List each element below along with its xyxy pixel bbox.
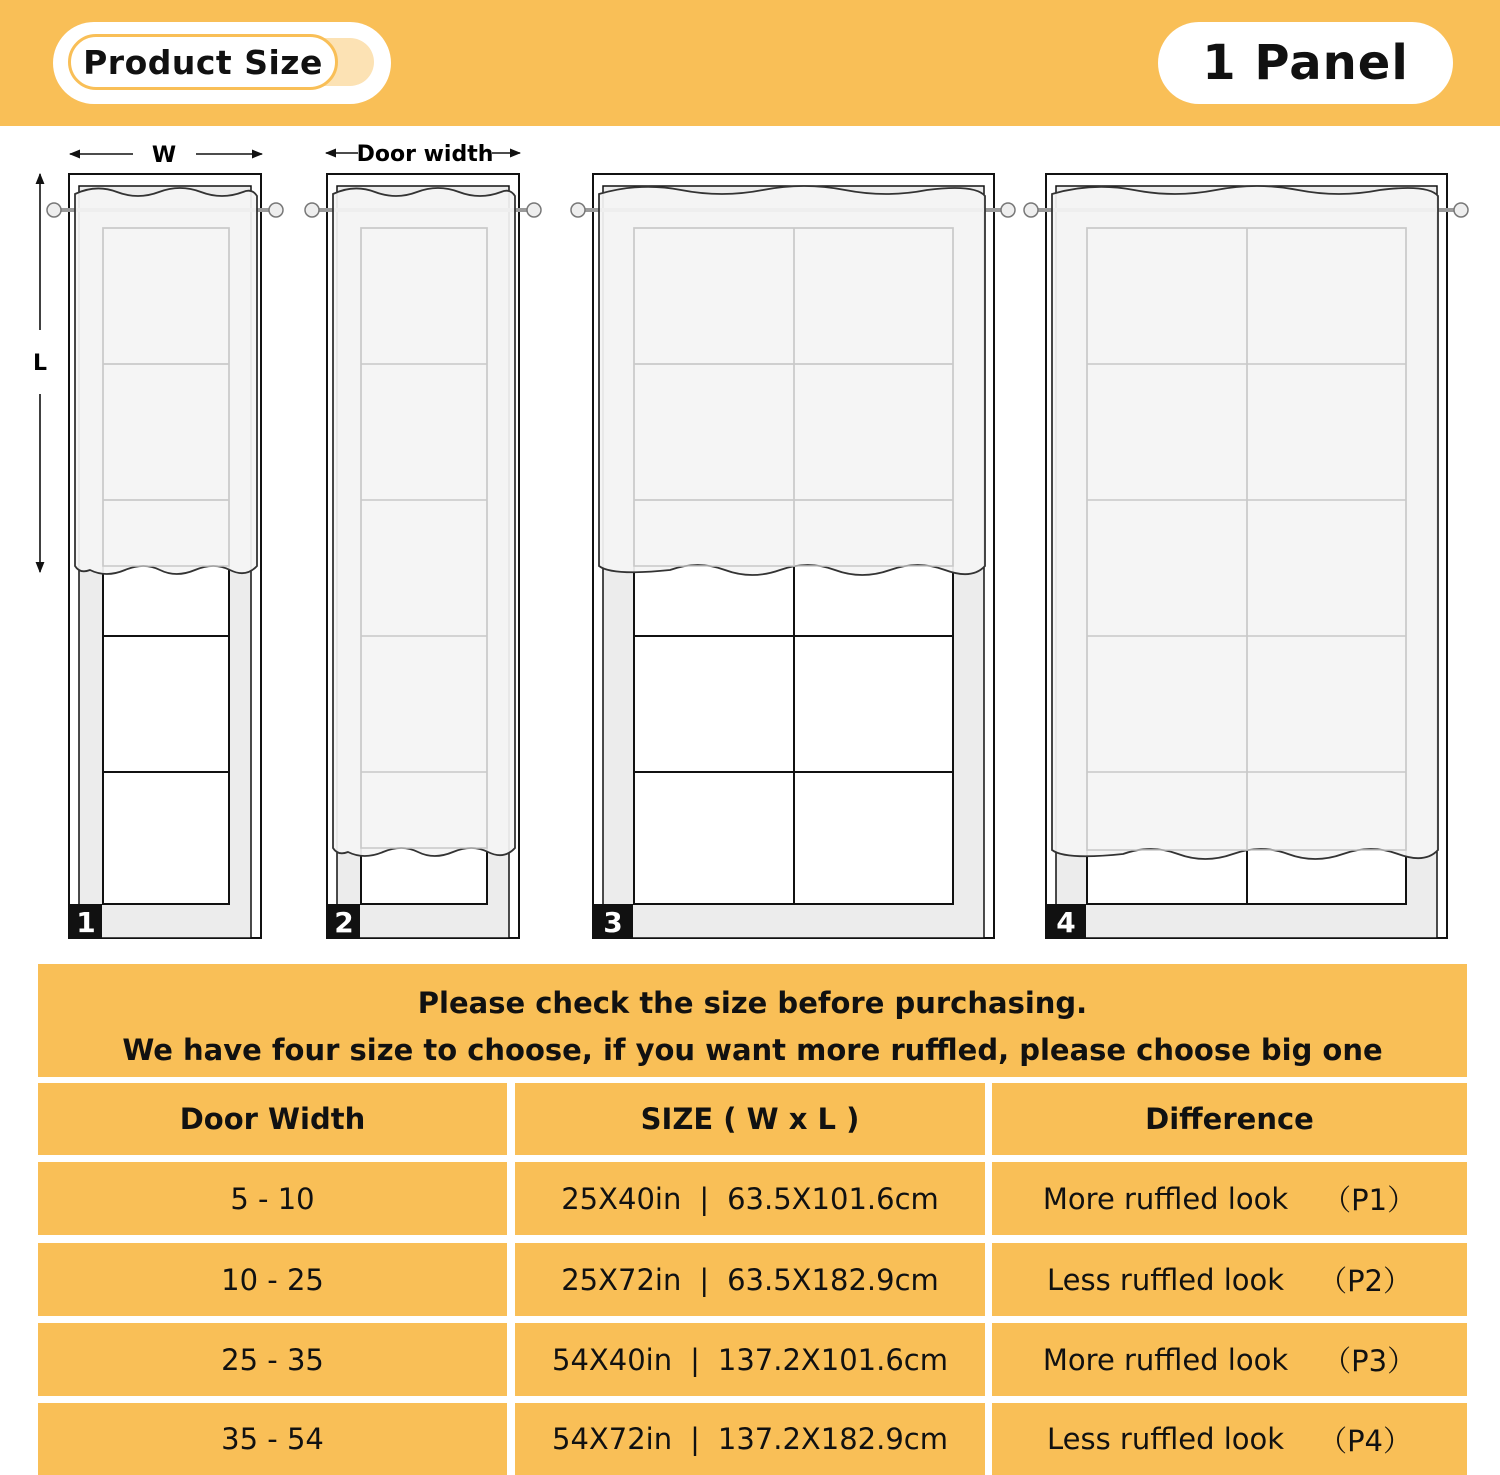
row-1-size-cm: 63.5X101.6cm: [727, 1181, 939, 1216]
header-difference: Difference: [992, 1083, 1467, 1155]
length-label: L: [32, 351, 48, 376]
product-size-label: Product Size: [68, 34, 338, 90]
notice-line-2: We have four size to choose, if you want more ruffled, please choose big one: [122, 1033, 1383, 1067]
row-2-door-width: 10 - 25: [38, 1243, 507, 1316]
size-notice: [38, 964, 1467, 1077]
notice-line-1: Please check the size before purchasing.: [417, 986, 1088, 1020]
row-1-size: [515, 1162, 985, 1235]
width-dimension: [70, 143, 262, 168]
curtain-size-diagram: [0, 126, 1500, 956]
row-1-difference: [992, 1162, 1467, 1235]
row-4-door-width: 35 - 54: [38, 1403, 507, 1475]
row-3-size: [515, 1323, 985, 1396]
row-3-difference: [992, 1323, 1467, 1396]
panel-4-number: 4: [1056, 906, 1076, 939]
row-4-difference: [992, 1403, 1467, 1475]
row-3-code: （P3）: [1322, 1344, 1417, 1378]
row-2-size-cm: 63.5X182.9cm: [727, 1262, 939, 1297]
row-1-door-width: 5 - 10: [38, 1162, 507, 1235]
width-label: W: [151, 143, 177, 168]
row-4-size-cm: 137.2X182.9cm: [717, 1422, 948, 1456]
row-2-code: （P2）: [1318, 1264, 1413, 1298]
row-1-size-in: 25X40in: [561, 1181, 682, 1216]
row-2-separator: |: [699, 1262, 710, 1297]
row-1-separator: |: [699, 1181, 710, 1216]
row-3-separator: |: [690, 1342, 700, 1377]
row-3-difference-text: More ruffled look: [1042, 1342, 1289, 1377]
door-width-label: Door width: [356, 142, 494, 167]
row-4-size-in: 54X72in: [552, 1422, 673, 1456]
panel-2-number: 2: [334, 906, 354, 939]
row-3-door-width: 25 - 35: [38, 1323, 507, 1396]
length-dimension: [33, 174, 47, 572]
header-size: SIZE ( W x L ): [515, 1083, 985, 1155]
panel-3-number: 3: [603, 906, 623, 939]
row-1-difference-text: More ruffled look: [1042, 1181, 1289, 1216]
panel-count-badge: 1 Panel: [1158, 22, 1453, 104]
row-2-difference: [992, 1243, 1467, 1316]
row-4-separator: |: [690, 1422, 700, 1456]
panel-1-number: 1: [76, 906, 96, 939]
panel-2-diagram: [305, 174, 541, 939]
row-2-size: [515, 1243, 985, 1316]
panel-3-diagram: [571, 174, 1015, 939]
row-2-size-in: 25X72in: [561, 1262, 682, 1297]
row-3-size-cm: 137.2X101.6cm: [717, 1342, 948, 1377]
row-4-size: [515, 1403, 985, 1475]
row-4-code: （P4）: [1318, 1423, 1413, 1458]
row-2-difference-text: Less ruffled look: [1046, 1262, 1285, 1297]
header-door-width: Door Width: [38, 1083, 507, 1155]
row-1-code: （P1）: [1322, 1183, 1417, 1217]
door-width-dimension: [326, 142, 520, 167]
row-4-difference-text: Less ruffled look: [1046, 1422, 1285, 1456]
panel-1-diagram: [47, 174, 283, 939]
row-3-size-in: 54X40in: [552, 1342, 673, 1377]
panel-4-diagram: [1024, 174, 1468, 939]
